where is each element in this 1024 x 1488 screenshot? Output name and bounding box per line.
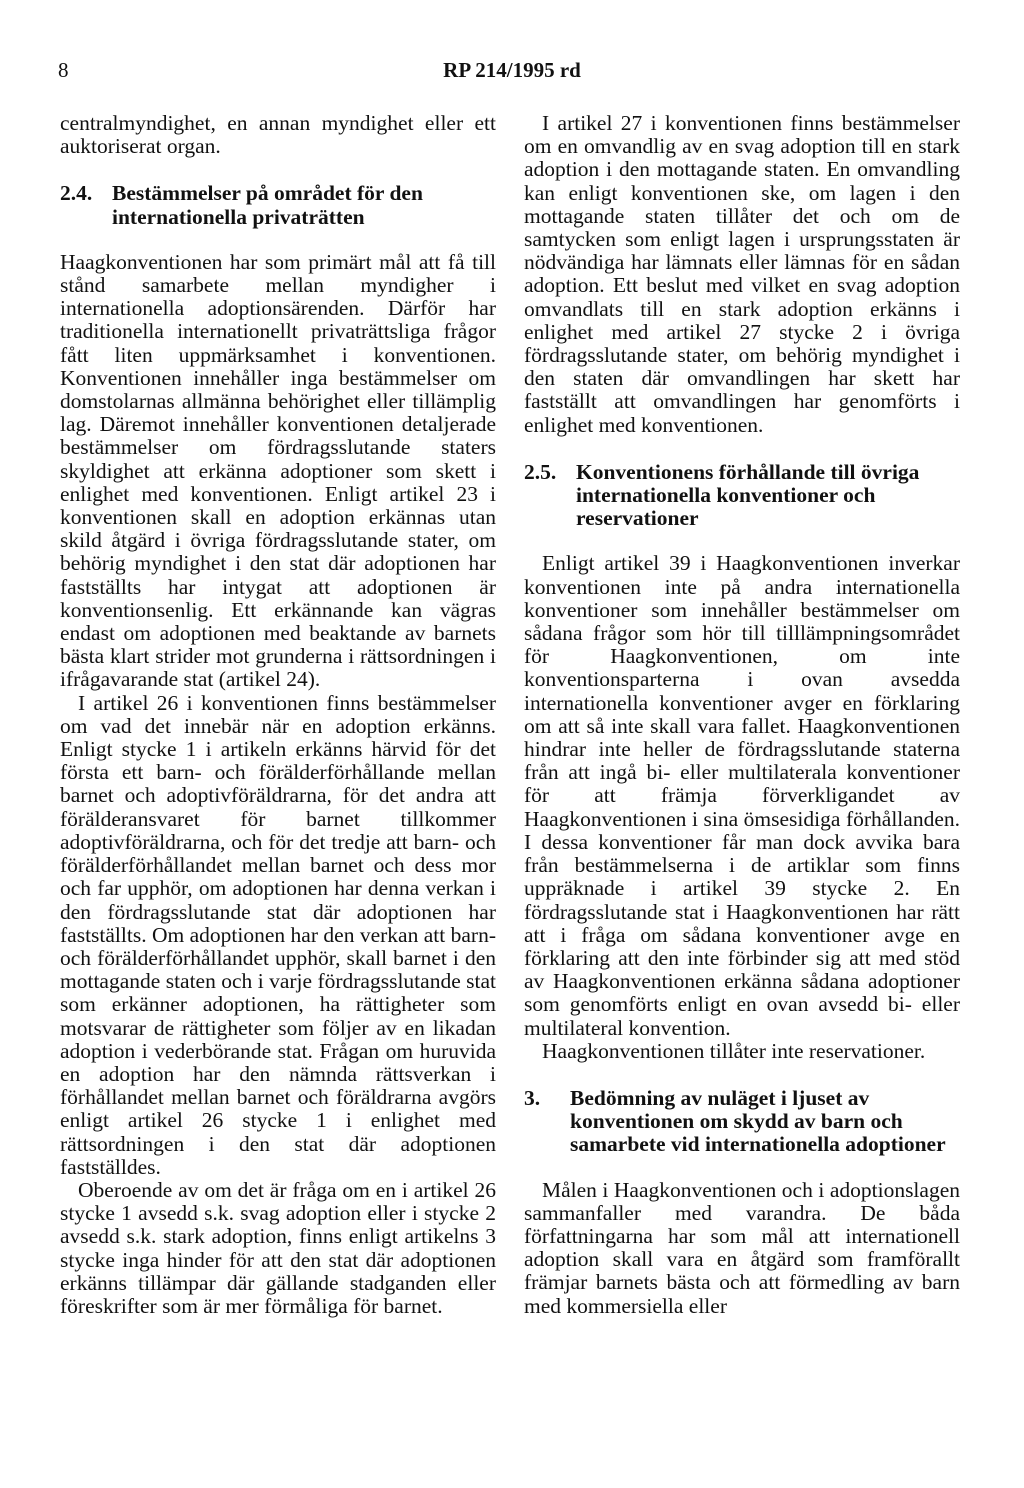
paragraph: Enligt artikel 39 i Haagkonventionen inverkar konventionen inte på andra internationella konventioner som innehåller bestämmelser om sådana frågor som hör till tilllämpningsområdet för Haagkonventionen, om inte konventionsparterna i ovan avsedda internationella konventioner avger en förklaring om att så inte skall vara fallet. Haagkonventionen hindrar inte heller de fördragsslutande staterna från att ingå bi- eller multilaterala konventioner för att främja förverkligandet av Haagkonventionen i sina ömsesidiga förhållanden. I dessa konventioner får man dock avvika bara från bestämmelserna i de artiklar som finns uppräknade i artikel 39 stycke 2. En fördragsslutande stat i Haagkonventionen har rätt att i fråga om sådana konventioner avge en förklaring att den inte förbinder sig att med stöd av Haagkonventionen erkänna sådana adoptioner som genomförts enligt en ovan avsedd bi- eller multilateral konvention. (524, 551, 960, 1040)
page-header (0, 58, 1024, 88)
left-column (60, 112, 496, 1318)
section-heading-3 (524, 1087, 960, 1157)
paragraph: Haagkonventionen tillåter inte reservationer. (542, 1038, 926, 1063)
section-heading-2-5 (524, 461, 960, 531)
paragraph: Målen i Haagkonventionen och i adoptionslagen sammanfaller med varandra. De båda författningarna har som mål att internationell adoption skall vara en åtgärd som framförallt främjar barnets bästa och att förmedling av barn med kommersiella eller (524, 1177, 960, 1318)
section-title: Konventionens förhållande till övriga internationella konventioner och reservationer (576, 459, 920, 531)
page-number: 8 (58, 58, 69, 82)
paragraph: Haagkonventionen har som primärt mål att få till stånd samarbete mellan myndigher i internationella adoptionsärenden. Därför har traditionella internationellt privaträttsliga frågor fått liten uppmärksamhet i konventionen. Konventionen innehåller inga bestämmelser om domstolarnas allmänna behörighet eller tillämplig lag. Däremot innehåller konventionen detaljerade bestämmelser om fördragsslutande staters skyldighet att erkänna adoptioner som skett i enlighet med konventionen. Enligt artikel 23 i konventionen skall en adoption erkännas utan skild åtgärd i övriga fördragsslutande stater, om behörig myndighet i den stat där adoptionen har fastställts har intygat att adoptionen är konventionsenlig. Ett erkännande kan vägras endast om adoptionen med beaktande av barnets bästa klart strider mot grunderna i rättsordningen i ifrågavarande stat (artikel 24). (60, 249, 496, 692)
right-column (524, 112, 960, 1318)
document-id: RP 214/1995 rd (443, 58, 581, 82)
section-number: 2.4. (60, 181, 93, 206)
section-title: Bestämmelser på området för den internationella privaträtten (112, 181, 423, 229)
section-number: 3. (524, 1085, 541, 1110)
paragraph: I artikel 26 i konventionen finns bestämmelser om vad det innebär när en adoption erkänns. Enligt stycke 1 i artikeln erkänns härvid för det första ett barn- och förälderförhållande mellan barnet och adoptivföräldrarna, för det andra att förälderansvaret för barnet tillkommer adoptivföräldrarna, och för det tredje att barn- och förälderförhållandet mellan barnet och dess mor och far upphör, om adoptionen har denna verkan i den fördragsslutande stat där adoptionen har fastställts. Om adoptionen har den verkan att barn- och förälderförhållandet upphör, skall barnet i den mottagande staten och i varje fördragsslutande stat som erkänner adoptionen, ha rättigheter som motsvarar de rättigheter som följer av en likadan adoption i vederbörande stat. Frågan om huruvida en adoption har den nämnda rättsverkan i förhållandet mellan barnet och föräldrarna avgörs enligt artikel 26 stycke 1 i enlighet med rättsordningen i den stat där adoptionen fastställdes. (60, 690, 496, 1179)
section-heading-2-4 (60, 182, 496, 228)
section-title: Bedömning av nuläget i ljuset av konventionen om skydd av barn och samarbete vid internationella adoptioner (570, 1085, 946, 1157)
section-number: 2.5. (524, 459, 557, 484)
intro-paragraph: centralmyndighet, en annan myndighet eller ett auktoriserat organ. (60, 111, 496, 159)
paragraph: Oberoende av om det är fråga om en i artikel 26 stycke 1 avsedd s.k. svag adoption eller i stycke 2 avsedd s.k. stark adoption, finns enligt artikelns 3 stycke inga hinder för att den stat där adoptionen erkänns tillämpar där gällande stadganden eller föreskrifter som är mer förmåliga för barnet. (60, 1177, 496, 1318)
paragraph: I artikel 27 i konventionen finns bestämmelser om en omvandlig av en svag adoption till en stark adoption i den mottagande staten. En omvandling kan enligt konventionen ske, om lagen i den mottagande staten tillåter det och om de samtycken som enligt lagen i ursprungsstaten är nödvändiga har lämnats eller lämnas för en sådan adoption. Ett beslut med vilket en svag adoption omvandlats till en stark adoption erkänns i enlighet med artikel 27 stycke 2 i övriga fördragsslutande stater, om behörig myndighet i den staten där omvandlingen har skett har fastställt att omvandlingen har genomförts i enlighet med konventionen. (524, 111, 960, 437)
